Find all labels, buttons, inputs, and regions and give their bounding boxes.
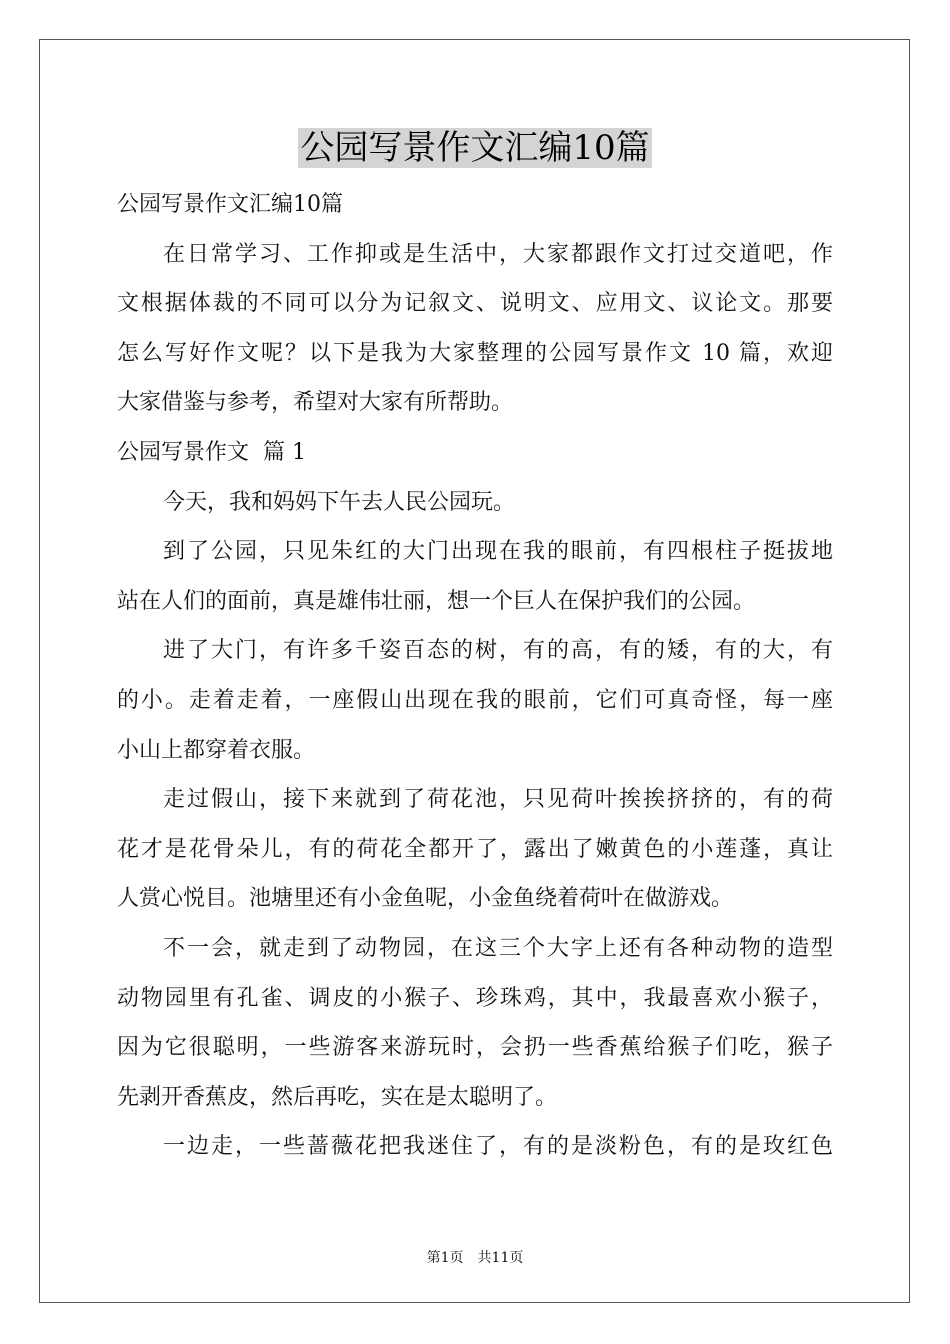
text-line: 不一会，就走到了动物园，在这三个大字上还有各种动物的造型 (163, 935, 833, 961)
text-line: 进了大门，有许多千姿百态的树，有的高，有的矮，有的大，有 (163, 638, 833, 664)
text-line: 人赏心悦目。池塘里还有小金鱼呢，小金鱼绕着荷叶在做游戏。 (117, 886, 734, 912)
paragraph (117, 478, 833, 528)
document-title (0, 126, 950, 170)
page-number: 第1页 (426, 1250, 464, 1266)
paragraph (117, 1122, 833, 1172)
text-line: 先剥开香蕉皮，然后再吃，实在是太聪明了。 (117, 1084, 558, 1110)
text-line: 在日常学习、工作抑或是生活中，大家都跟作文打过交道吧，作 (163, 241, 833, 267)
section-heading: 公园写景作文 篇 1 (117, 439, 306, 465)
document-title-text: 公园写景作文汇编10篇 (300, 128, 650, 168)
text-line: 大家借鉴与参考，希望对大家有所帮助。 (117, 390, 514, 416)
text-line: 小山上都穿着衣服。 (117, 737, 316, 763)
text-line: 走过假山，接下来就到了荷花池，只见荷叶挨挨挤挤的，有的荷 (163, 787, 833, 813)
page-footer (0, 1247, 950, 1267)
text-line: 怎么写好作文呢？以下是我为大家整理的公园写景作文 10 篇，欢迎 (117, 340, 833, 366)
document-body (117, 180, 833, 1172)
paragraph (117, 527, 833, 626)
text-line: 今天，我和妈妈下午去人民公园玩。 (163, 489, 516, 515)
page-total: 共11页 (477, 1250, 524, 1266)
paragraph (117, 775, 833, 924)
text-line: 因为它很聪明，一些游客来游玩时，会扔一些香蕉给猴子们吃，猴子 (117, 1035, 833, 1061)
paragraph (117, 626, 833, 775)
document-subtitle: 公园写景作文汇编10篇 (117, 192, 343, 217)
text-line: 花才是花骨朵儿，有的荷花全都开了，露出了嫩黄色的小莲蓬，真让 (117, 836, 833, 862)
text-line: 一边走，一些蔷薇花把我迷住了，有的是淡粉色，有的是玫红色 (163, 1134, 833, 1160)
text-line: 到了公园，只见朱红的大门出现在我的眼前，有四根柱子挺拔地 (163, 539, 833, 565)
text-line: 的小。走着走着，一座假山出现在我的眼前，它们可真奇怪，每一座 (117, 687, 833, 713)
intro-paragraph (117, 230, 833, 428)
text-line: 文根据体裁的不同可以分为记叙文、说明文、应用文、议论文。那要 (117, 291, 833, 317)
text-line: 站在人们的面前，真是雄伟壮丽，想一个巨人在保护我们的公园。 (117, 588, 756, 614)
paragraph (117, 924, 833, 1122)
text-line: 动物园里有孔雀、调皮的小猴子、珍珠鸡，其中，我最喜欢小猴子， (117, 985, 833, 1011)
